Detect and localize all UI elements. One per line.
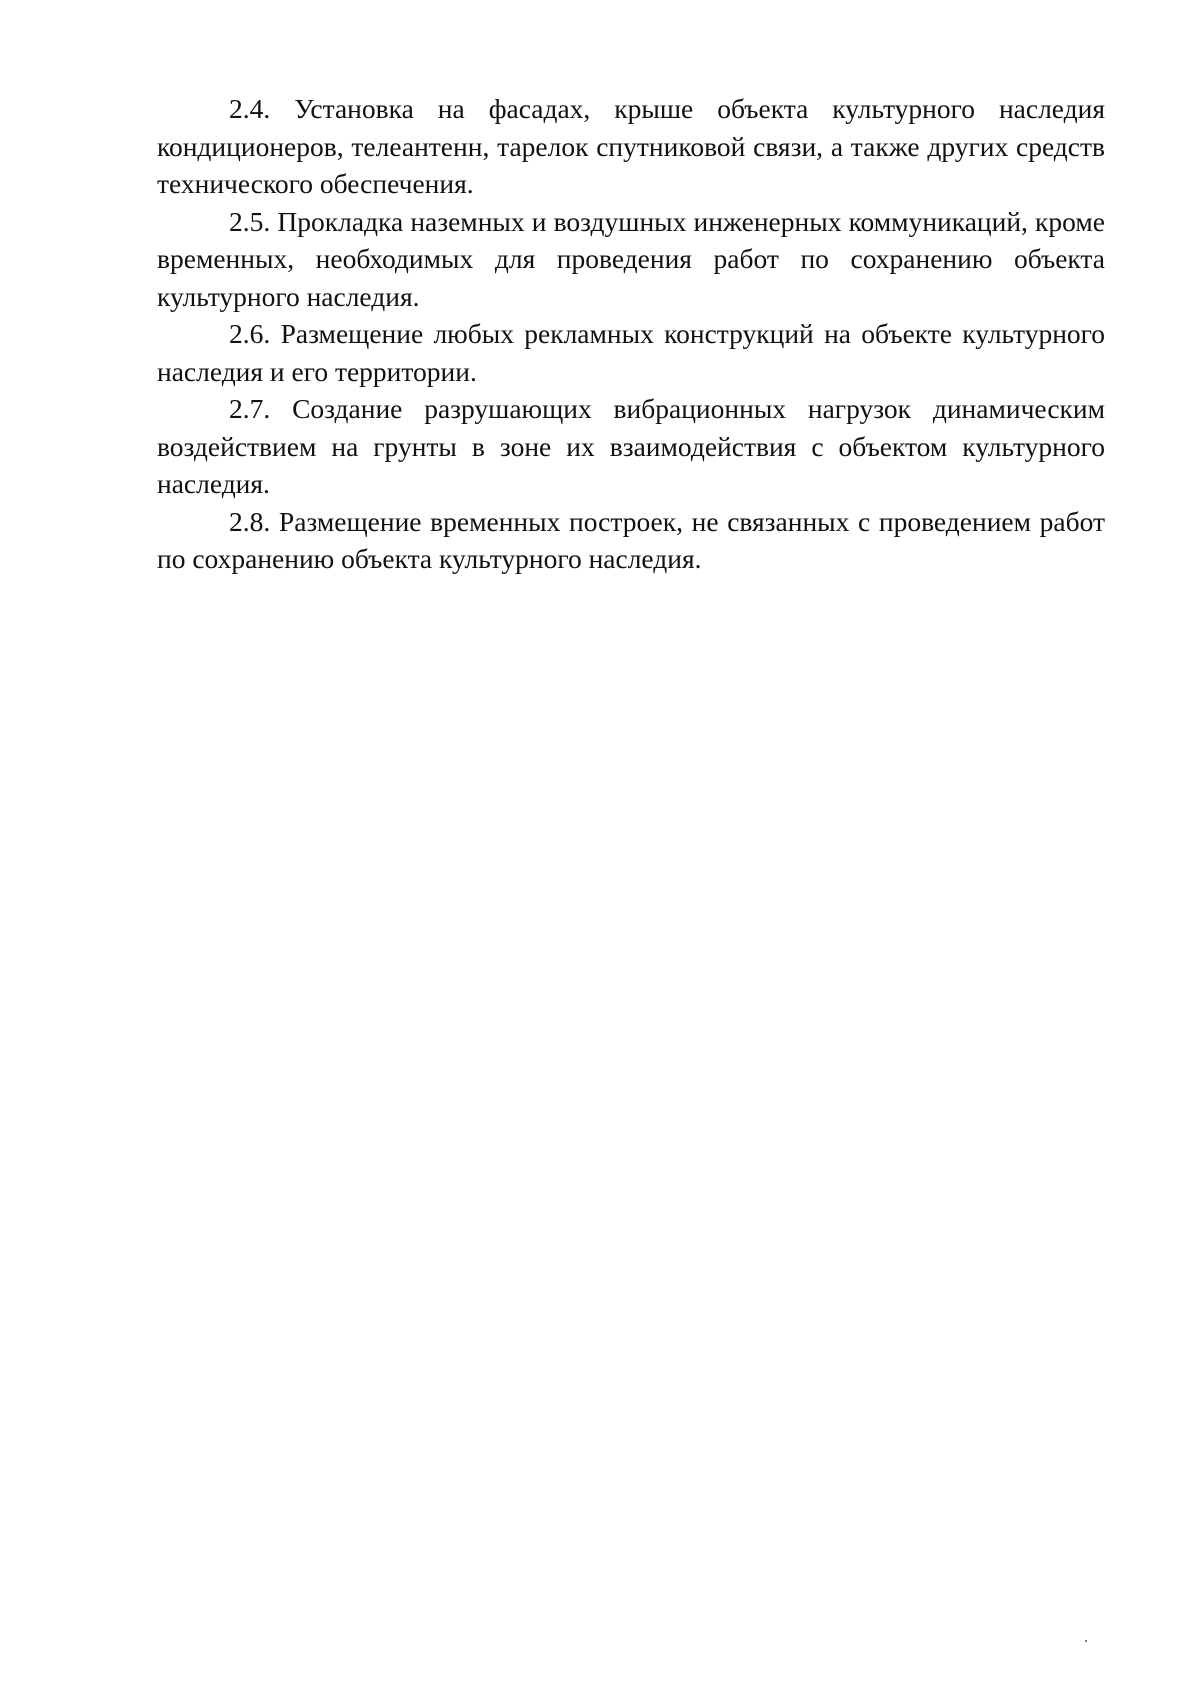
paragraph-2-7	[157, 390, 1105, 503]
paragraph-number: 2.6.	[229, 318, 271, 349]
paragraph-2-6	[157, 315, 1105, 390]
paragraph-number: 2.7.	[229, 393, 271, 424]
paragraph-number: 2.5.	[229, 205, 271, 237]
paragraph-2-4	[157, 90, 1105, 203]
paragraph-2-8	[157, 503, 1105, 578]
paragraph-number: 2.8.	[229, 505, 271, 537]
paragraph-text: Установка на фасадах, крыше объекта культурного наследия кондиционеров, телеантенн, тарелок спутниковой связи, а также других средств технического обеспечения.	[157, 93, 1106, 199]
scan-speck	[1085, 1640, 1087, 1642]
paragraph-text: Создание разрушающих вибрационных нагрузок динамическим воздействием на грунты в зоне их взаимодействия с объектом культурного наследия.	[157, 393, 1105, 499]
paragraph-2-5	[157, 203, 1105, 316]
paragraph-text: Прокладка наземных и воздушных инженерных коммуникаций, кроме временных, необходимых для проведения работ по сохранению объекта культурного наследия.	[157, 205, 1106, 312]
paragraph-text: Размещение любых рекламных конструкций на объекте культурного наследия и его территории.	[157, 318, 1105, 387]
document-body	[157, 90, 1105, 578]
paragraph-number: 2.4.	[229, 93, 271, 124]
paragraph-text: Размещение временных построек, не связанных с проведением работ по сохранению объекта культурного наследия.	[157, 505, 1106, 574]
